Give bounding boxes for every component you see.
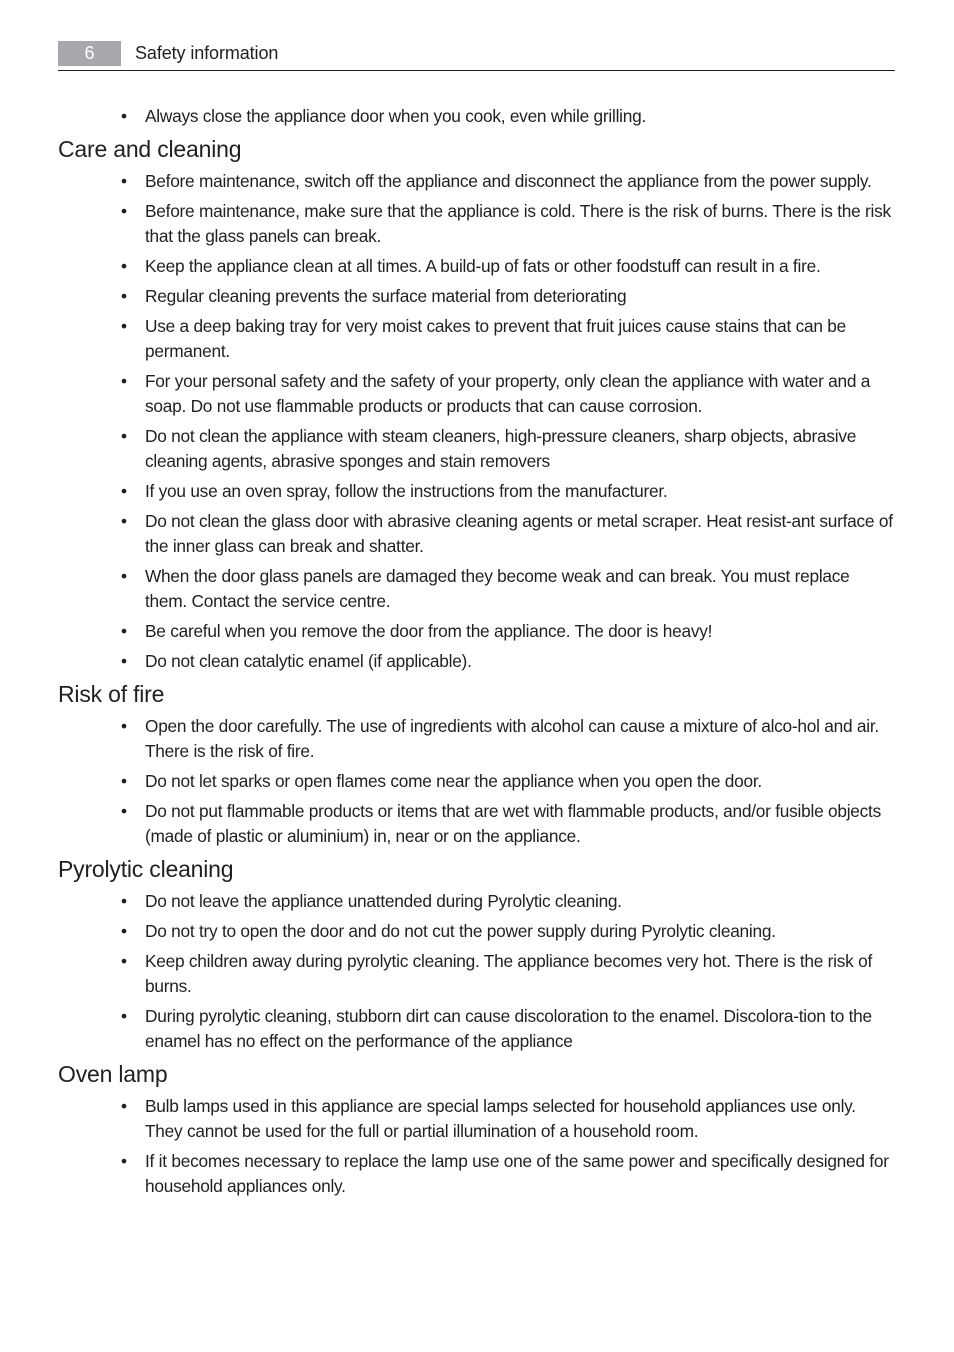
list-item-text: Do not leave the appliance unattended during Pyrolytic cleaning. xyxy=(145,891,622,911)
intro-list xyxy=(58,104,895,129)
list-item-text: Be careful when you remove the door from the appliance. The door is heavy! xyxy=(145,621,713,641)
list-item-text: Keep children away during pyrolytic cleaning. The appliance becomes very hot. There is the risk of burns. xyxy=(145,951,872,996)
list-item xyxy=(58,714,895,764)
list-item xyxy=(58,479,895,504)
list-item-text: When the door glass panels are damaged they become weak and can break. You must replace them. Contact the service centre. xyxy=(145,566,850,611)
section-risk-of-fire xyxy=(58,679,895,849)
list-item-text: Do not clean catalytic enamel (if applicable). xyxy=(145,651,472,671)
bullet-icon: • xyxy=(121,201,127,221)
bullet-icon: • xyxy=(121,1006,127,1026)
page-number: 6 xyxy=(58,41,121,66)
bullet-icon: • xyxy=(121,771,127,791)
list-item xyxy=(58,769,895,794)
list-item xyxy=(58,254,895,279)
bullet-icon: • xyxy=(121,371,127,391)
page-header xyxy=(58,41,895,71)
list-item-text: Regular cleaning prevents the surface material from deteriorating xyxy=(145,286,627,306)
bullet-icon: • xyxy=(121,426,127,446)
list-item xyxy=(58,424,895,474)
bullet-icon: • xyxy=(121,891,127,911)
list-item xyxy=(58,169,895,194)
section-care-and-cleaning xyxy=(58,134,895,674)
bullet-icon: • xyxy=(121,171,127,191)
list-item xyxy=(58,1094,895,1144)
list-item xyxy=(58,1004,895,1054)
bullet-icon: • xyxy=(121,716,127,736)
list-item-text: Before maintenance, switch off the appliance and disconnect the appliance from the power supply. xyxy=(145,171,872,191)
list-item-text: Do not let sparks or open flames come near the appliance when you open the door. xyxy=(145,771,762,791)
bullet-icon: • xyxy=(121,651,127,671)
list-item xyxy=(58,369,895,419)
list-item xyxy=(58,919,895,944)
bullet-icon: • xyxy=(121,951,127,971)
bullet-icon: • xyxy=(121,1096,127,1116)
bullet-icon: • xyxy=(121,511,127,531)
list-item xyxy=(58,949,895,999)
bullet-icon: • xyxy=(121,921,127,941)
list-item-text: Always close the appliance door when you cook, even while grilling. xyxy=(145,106,647,126)
section-pyrolytic-cleaning xyxy=(58,854,895,1054)
list-item-text: Do not clean the appliance with steam cleaners, high-pressure cleaners, sharp objects, abrasive cleaning agents, abrasive sponges and stain removers xyxy=(145,426,857,471)
list-item xyxy=(58,509,895,559)
list-item-text: If it becomes necessary to replace the lamp use one of the same power and specifically designed for household appliances only. xyxy=(145,1151,889,1196)
list-item xyxy=(58,284,895,309)
list-item-text: For your personal safety and the safety of your property, only clean the appliance with water and a soap. Do not use flammable products or products that can cause corrosion. xyxy=(145,371,871,416)
bullet-icon: • xyxy=(121,801,127,821)
list-item xyxy=(58,799,895,849)
bullet-icon: • xyxy=(121,106,127,126)
section-title: Oven lamp xyxy=(58,1061,168,1087)
list-item-text: If you use an oven spray, follow the instructions from the manufacturer. xyxy=(145,481,668,501)
header-title: Safety information xyxy=(135,43,279,63)
list-item xyxy=(58,104,895,129)
bullet-icon: • xyxy=(121,286,127,306)
list-item-text: Do not clean the glass door with abrasive cleaning agents or metal scraper. Heat resist-ant surface of the inner glass can break and shatter. xyxy=(145,511,893,556)
section-oven-lamp xyxy=(58,1059,895,1199)
section-title: Risk of fire xyxy=(58,681,165,707)
list-item xyxy=(58,619,895,644)
page-content xyxy=(58,104,895,1204)
list-item-text: Use a deep baking tray for very moist cakes to prevent that fruit juices cause stains that can be permanent. xyxy=(145,316,846,361)
bullet-icon: • xyxy=(121,566,127,586)
list-item xyxy=(58,649,895,674)
bullet-icon: • xyxy=(121,256,127,276)
list-item-text: Do not try to open the door and do not cut the power supply during Pyrolytic cleaning. xyxy=(145,921,776,941)
section-title: Care and cleaning xyxy=(58,136,242,162)
list-item-text: Open the door carefully. The use of ingredients with alcohol can cause a mixture of alco-hol and air. There is the risk of fire. xyxy=(145,716,879,761)
list-item xyxy=(58,564,895,614)
section-title: Pyrolytic cleaning xyxy=(58,856,234,882)
list-item-text: During pyrolytic cleaning, stubborn dirt can cause discoloration to the enamel. Discolora-tion to the enamel has no effect on the performance of the appliance xyxy=(145,1006,872,1051)
bullet-icon: • xyxy=(121,621,127,641)
bullet-icon: • xyxy=(121,1151,127,1171)
list-item-text: Before maintenance, make sure that the appliance is cold. There is the risk of burns. There is the risk that the glass panels can break. xyxy=(145,201,891,246)
list-item-text: Do not put flammable products or items that are wet with flammable products, and/or fusible objects (made of plastic or aluminium) in, near or on the appliance. xyxy=(145,801,881,846)
list-item xyxy=(58,314,895,364)
list-item xyxy=(58,1149,895,1199)
bullet-icon: • xyxy=(121,316,127,336)
list-item xyxy=(58,199,895,249)
bullet-icon: • xyxy=(121,481,127,501)
list-item xyxy=(58,889,895,914)
list-item-text: Keep the appliance clean at all times. A build-up of fats or other foodstuff can result in a fire. xyxy=(145,256,821,276)
list-item-text: Bulb lamps used in this appliance are special lamps selected for household appliances use only. They cannot be used for the full or partial illumination of a household room. xyxy=(145,1096,856,1141)
